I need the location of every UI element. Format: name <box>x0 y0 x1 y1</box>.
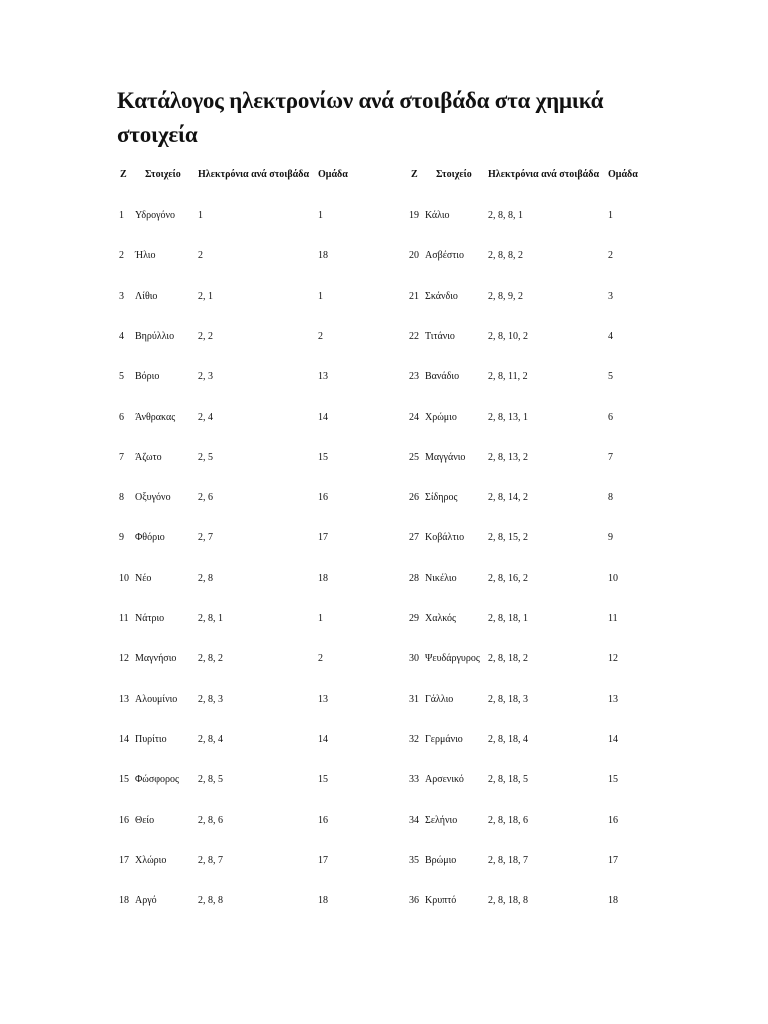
right-header-z: Z <box>411 169 418 180</box>
cell-shells: 2, 8, 1 <box>198 613 223 624</box>
cell-shells: 2, 4 <box>198 412 213 423</box>
cell-shells: 2, 8, 7 <box>198 855 223 866</box>
cell-element: Βανάδιο <box>425 371 460 382</box>
cell-element: Χαλκός <box>425 613 457 624</box>
cell-z: 6 <box>119 412 124 423</box>
cell-element: Αλουμίνιο <box>135 694 178 705</box>
cell-z: 30 <box>409 653 419 664</box>
cell-z: 18 <box>119 895 129 906</box>
cell-group: 6 <box>608 412 613 423</box>
cell-shells: 2, 8, 16, 2 <box>488 573 528 584</box>
cell-z: 21 <box>409 291 419 302</box>
cell-shells: 2, 8, 8, 2 <box>488 250 523 261</box>
cell-element: Κοβάλτιο <box>425 532 465 543</box>
cell-z: 15 <box>119 774 129 785</box>
left-header-z: Z <box>120 169 127 180</box>
cell-group: 13 <box>608 694 618 705</box>
cell-element: Νέο <box>135 573 152 584</box>
cell-z: 11 <box>119 613 129 624</box>
cell-z: 10 <box>119 573 129 584</box>
cell-element: Φθόριο <box>135 532 165 543</box>
cell-shells: 2, 8, 18, 8 <box>488 895 528 906</box>
cell-z: 22 <box>409 331 419 342</box>
cell-shells: 2, 8, 18, 2 <box>488 653 528 664</box>
cell-z: 12 <box>119 653 129 664</box>
cell-z: 23 <box>409 371 419 382</box>
cell-element: Μαγγάνιο <box>425 452 466 463</box>
cell-shells: 1 <box>198 210 203 221</box>
cell-element: Μαγνήσιο <box>135 653 177 664</box>
cell-group: 2 <box>318 653 323 664</box>
cell-z: 4 <box>119 331 124 342</box>
cell-shells: 2, 8, 2 <box>198 653 223 664</box>
cell-shells: 2, 6 <box>198 492 213 503</box>
cell-group: 1 <box>318 613 323 624</box>
cell-group: 14 <box>318 412 328 423</box>
cell-group: 18 <box>318 573 328 584</box>
cell-group: 13 <box>318 371 328 382</box>
cell-shells: 2, 5 <box>198 452 213 463</box>
cell-element: Χρώμιο <box>425 412 457 423</box>
cell-z: 7 <box>119 452 124 463</box>
cell-element: Χλώριο <box>135 855 167 866</box>
cell-element: Γάλλιο <box>425 694 454 705</box>
cell-element: Άνθρακας <box>135 412 176 423</box>
cell-z: 36 <box>409 895 419 906</box>
cell-group: 18 <box>318 895 328 906</box>
cell-shells: 2, 2 <box>198 331 213 342</box>
cell-group: 16 <box>318 492 328 503</box>
cell-group: 18 <box>318 250 328 261</box>
cell-shells: 2, 8, 3 <box>198 694 223 705</box>
cell-group: 17 <box>318 532 328 543</box>
cell-z: 20 <box>409 250 419 261</box>
cell-group: 16 <box>608 815 618 826</box>
cell-shells: 2, 8, 8 <box>198 895 223 906</box>
cell-element: Θείο <box>135 815 155 826</box>
cell-group: 15 <box>318 774 328 785</box>
cell-element: Ασβέστιο <box>425 250 464 261</box>
cell-z: 13 <box>119 694 129 705</box>
cell-element: Νάτριο <box>135 613 165 624</box>
cell-shells: 2, 8, 10, 2 <box>488 331 528 342</box>
cell-z: 8 <box>119 492 124 503</box>
cell-shells: 2, 7 <box>198 532 213 543</box>
cell-z: 19 <box>409 210 419 221</box>
cell-element: Κρυπτό <box>425 895 457 906</box>
cell-element: Τιτάνιο <box>425 331 455 342</box>
cell-group: 15 <box>318 452 328 463</box>
cell-group: 9 <box>608 532 613 543</box>
cell-z: 5 <box>119 371 124 382</box>
cell-z: 31 <box>409 694 419 705</box>
cell-shells: 2, 8, 8, 1 <box>488 210 523 221</box>
cell-group: 3 <box>608 291 613 302</box>
cell-shells: 2, 8 <box>198 573 213 584</box>
cell-shells: 2, 8, 9, 2 <box>488 291 523 302</box>
cell-group: 1 <box>318 291 323 302</box>
cell-group: 8 <box>608 492 613 503</box>
cell-z: 34 <box>409 815 419 826</box>
cell-group: 12 <box>608 653 618 664</box>
cell-group: 17 <box>318 855 328 866</box>
cell-shells: 2, 8, 18, 5 <box>488 774 528 785</box>
cell-element: Σίδηρος <box>425 492 458 503</box>
page-title: Κατάλογος ηλεκτρονίων ανά στοιβάδα στα χημικά στοιχεία <box>117 88 604 147</box>
cell-element: Σελήνιο <box>425 815 458 826</box>
cell-element: Οξυγόνο <box>135 492 171 503</box>
cell-z: 32 <box>409 734 419 745</box>
cell-z: 26 <box>409 492 419 503</box>
cell-shells: 2, 8, 18, 7 <box>488 855 528 866</box>
cell-z: 9 <box>119 532 124 543</box>
cell-z: 17 <box>119 855 129 866</box>
cell-element: Υδρογόνο <box>135 210 176 221</box>
right-header-group: Ομάδα <box>608 169 638 180</box>
cell-shells: 2 <box>198 250 203 261</box>
cell-element: Βόριο <box>135 371 160 382</box>
cell-group: 2 <box>608 250 613 261</box>
cell-z: 28 <box>409 573 419 584</box>
cell-shells: 2, 8, 18, 4 <box>488 734 528 745</box>
cell-shells: 2, 1 <box>198 291 213 302</box>
cell-z: 16 <box>119 815 129 826</box>
cell-element: Λίθιο <box>135 291 158 302</box>
cell-shells: 2, 8, 18, 1 <box>488 613 528 624</box>
cell-element: Φώσφορος <box>135 774 180 785</box>
cell-element: Αργό <box>135 895 157 906</box>
cell-element: Αρσενικό <box>425 774 464 785</box>
cell-element: Πυρίτιο <box>135 734 167 745</box>
cell-group: 14 <box>608 734 618 745</box>
cell-element: Σκάνδιο <box>425 291 458 302</box>
cell-shells: 2, 8, 4 <box>198 734 223 745</box>
cell-group: 7 <box>608 452 613 463</box>
cell-element: Νικέλιο <box>425 573 457 584</box>
left-header-group: Ομάδα <box>318 169 348 180</box>
cell-z: 33 <box>409 774 419 785</box>
cell-z: 25 <box>409 452 419 463</box>
cell-group: 1 <box>608 210 613 221</box>
cell-group: 18 <box>608 895 618 906</box>
cell-z: 1 <box>119 210 124 221</box>
cell-group: 10 <box>608 573 618 584</box>
cell-z: 2 <box>119 250 124 261</box>
cell-group: 17 <box>608 855 618 866</box>
cell-z: 29 <box>409 613 419 624</box>
cell-group: 16 <box>318 815 328 826</box>
cell-group: 2 <box>318 331 323 342</box>
cell-shells: 2, 8, 6 <box>198 815 223 826</box>
cell-group: 4 <box>608 331 613 342</box>
cell-element: Βηρύλλιο <box>135 331 175 342</box>
cell-group: 14 <box>318 734 328 745</box>
left-header-element: Στοιχείο <box>145 169 181 180</box>
right-header-element: Στοιχείο <box>436 169 472 180</box>
cell-shells: 2, 8, 13, 2 <box>488 452 528 463</box>
cell-element: Βρώμιο <box>425 855 457 866</box>
cell-element: Ψευδάργυρος <box>425 653 480 664</box>
cell-element: Κάλιο <box>425 210 450 221</box>
cell-shells: 2, 8, 14, 2 <box>488 492 528 503</box>
right-header-shells: Ηλεκτρόνια ανά στοιβάδα <box>488 169 600 180</box>
cell-element: Άζωτο <box>135 452 162 463</box>
left-header-shells: Ηλεκτρόνια ανά στοιβάδα <box>198 169 310 180</box>
cell-z: 27 <box>409 532 419 543</box>
cell-z: 35 <box>409 855 419 866</box>
cell-shells: 2, 8, 18, 6 <box>488 815 528 826</box>
cell-shells: 2, 8, 18, 3 <box>488 694 528 705</box>
cell-group: 5 <box>608 371 613 382</box>
cell-group: 1 <box>318 210 323 221</box>
cell-shells: 2, 8, 15, 2 <box>488 532 528 543</box>
cell-z: 14 <box>119 734 129 745</box>
cell-group: 15 <box>608 774 618 785</box>
cell-group: 13 <box>318 694 328 705</box>
cell-element: Γερμάνιο <box>425 734 463 745</box>
cell-shells: 2, 8, 11, 2 <box>488 371 528 382</box>
cell-group: 11 <box>608 613 618 624</box>
cell-z: 3 <box>119 291 124 302</box>
cell-shells: 2, 8, 13, 1 <box>488 412 528 423</box>
cell-element: Ήλιο <box>135 250 156 261</box>
cell-shells: 2, 3 <box>198 371 213 382</box>
cell-z: 24 <box>409 412 419 423</box>
cell-shells: 2, 8, 5 <box>198 774 223 785</box>
